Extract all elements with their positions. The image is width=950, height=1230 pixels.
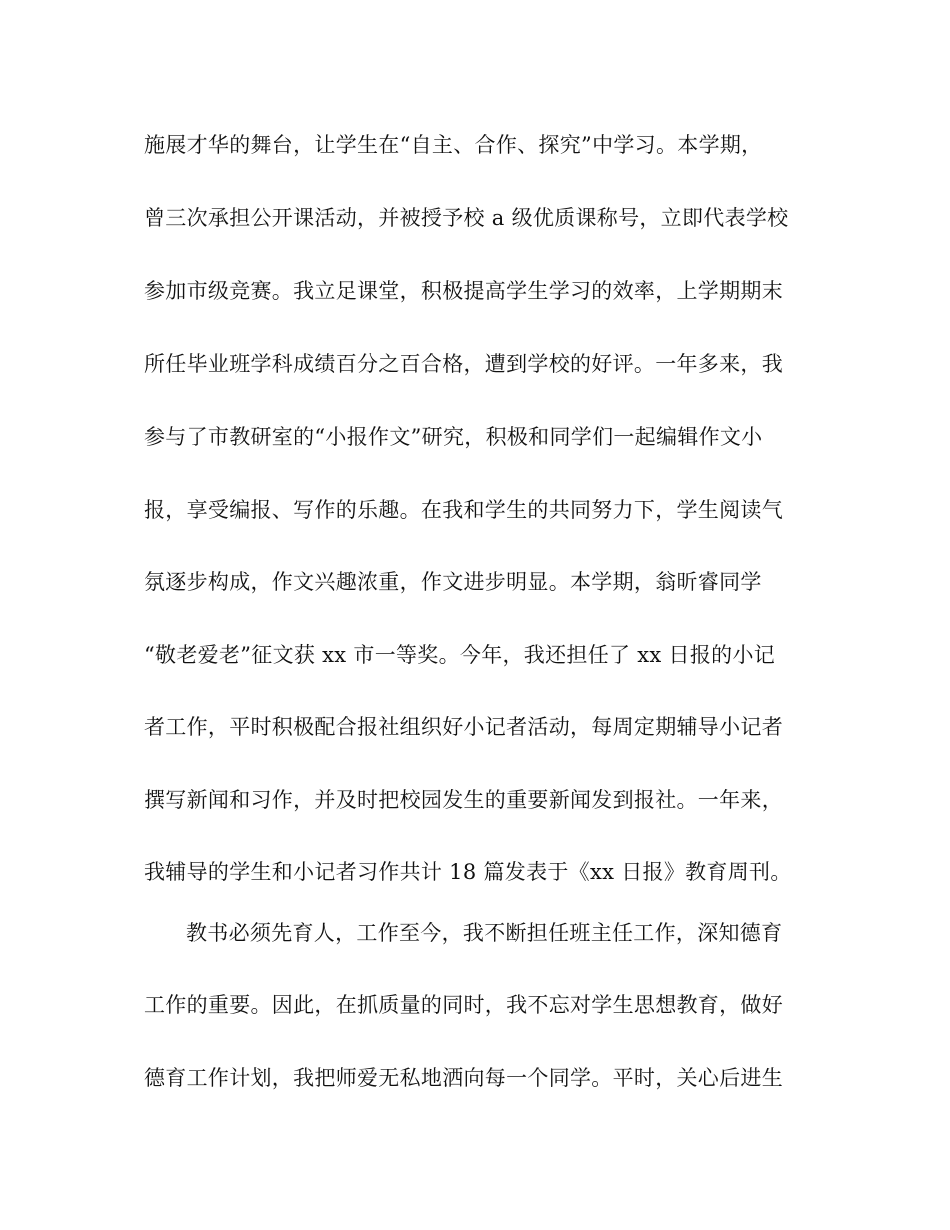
text-line: 者工作，平时积极配合报社组织好小记者活动，每周定期辅导小记者 (144, 715, 783, 739)
text-line: 氛逐步构成，作文兴趣浓重，作文进步明显。本学期，翁昕睿同学 (144, 570, 762, 594)
text-line: 德育工作计划，我把师爱无私地洒向每一个同学。平时，关心后进生 (144, 1066, 783, 1090)
text-line: 报，享受编报、写作的乐趣。在我和学生的共同努力下，学生阅读气 (144, 498, 783, 522)
text-line: 参与了市教研室的“小报作文”研究，积极和同学们一起编辑作文小 (144, 425, 763, 449)
text-line: 曾三次承担公开课活动，并被授予校 a 级优质课称号，立即代表学校 (144, 206, 789, 230)
text-line: 我辅导的学生和小记者习作共计 18 篇发表于《xx 日报》教育周刊。 (144, 860, 792, 884)
text-line: 所任毕业班学科成绩百分之百合格，遭到学校的好评。一年多来，我 (144, 352, 783, 376)
paragraph-first-line: 教书必须先育人，工作至今，我不断担任班主任工作，深知德育 (186, 921, 783, 945)
text-line: “敬老爱老”征文获 xx 市一等奖。今年，我还担任了 xx 日报的小记 (144, 643, 776, 667)
text-line: 工作的重要。因此，在抓质量的同时，我不忘对学生思想教育，做好 (144, 993, 783, 1017)
text-line: 参加市级竞赛。我立足课堂，积极提高学生学习的效率，上学期期末 (144, 279, 783, 303)
text-line: 撰写新闻和习作，并及时把校园发生的重要新闻发到报社。一年来， (144, 788, 783, 812)
text-line: 施展才华的舞台，让学生在“自主、合作、探究”中学习。本学期， (144, 133, 763, 157)
